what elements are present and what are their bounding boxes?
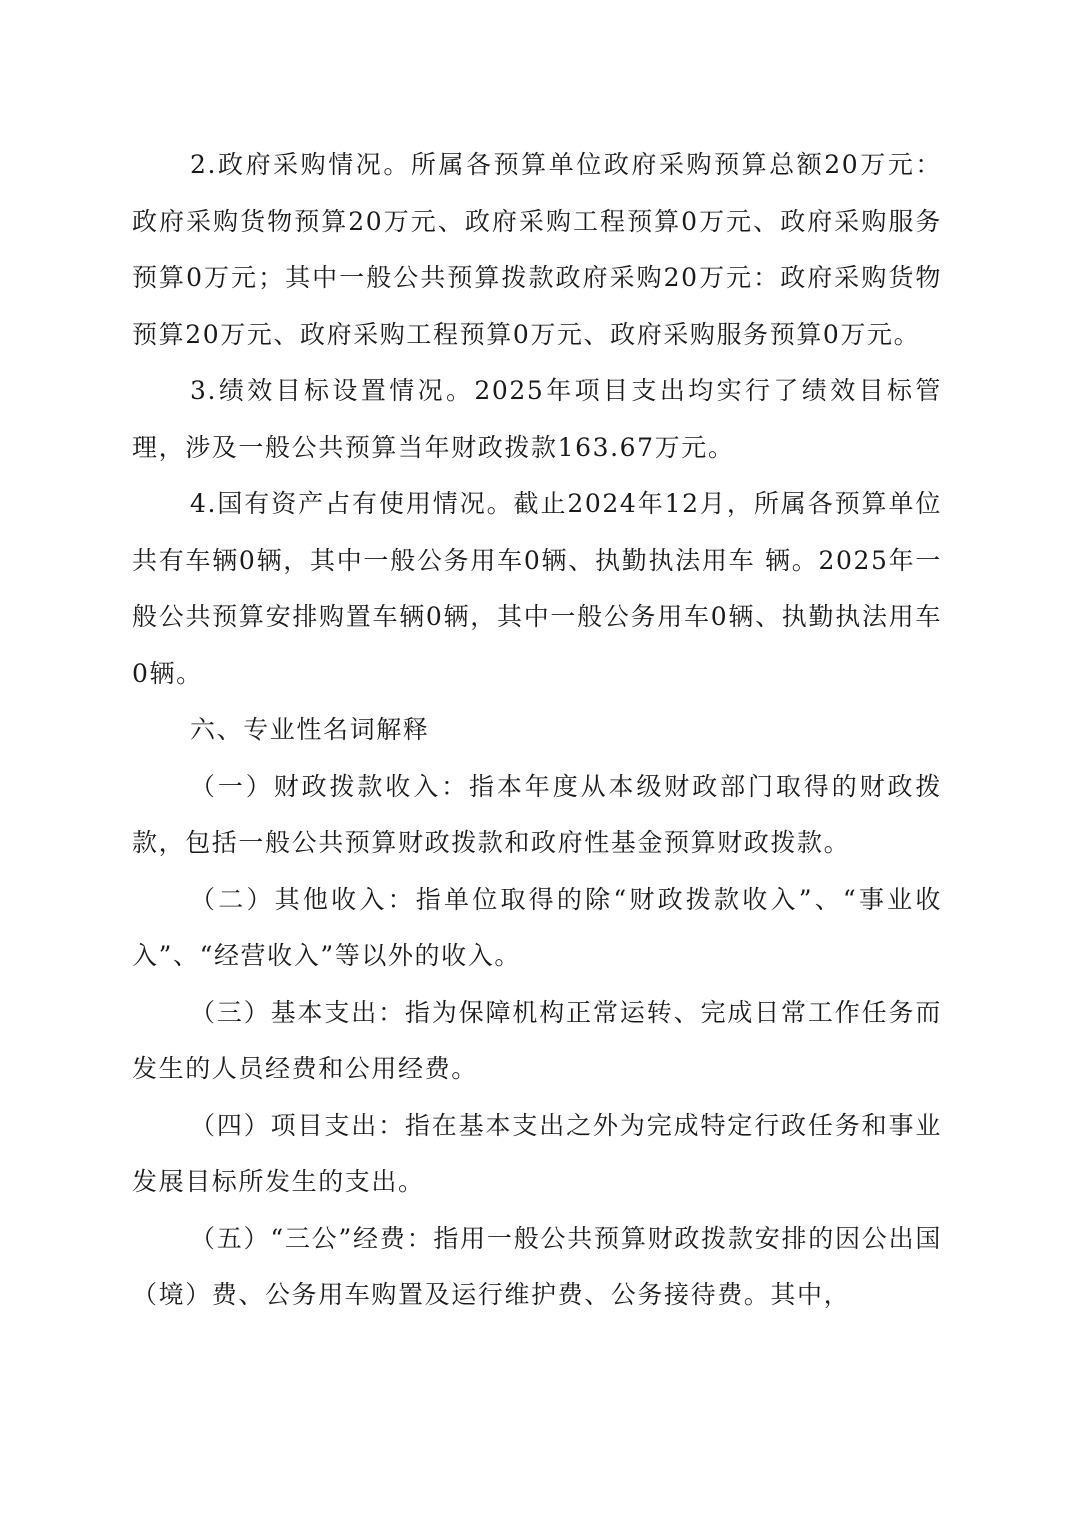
paragraph-performance-targets: 3.绩效目标设置情况。2025年项目支出均实行了绩效目标管理，涉及一般公共预算当年财政拨款163.67万元。 xyxy=(132,376,942,462)
document-body xyxy=(132,137,942,1324)
paragraph-term-other-income: （二）其他收入：指单位取得的除“财政拨款收入”、“事业收入”、“经营收入”等以外的收入。 xyxy=(132,884,942,970)
paragraph-term-project-expenditure: （四）项目支出：指在基本支出之外为完成特定行政任务和事业发展目标所发生的支出。 xyxy=(132,1110,942,1196)
paragraph-term-basic-expenditure: （三）基本支出：指为保障机构正常运转、完成日常工作任务而发生的人员经费和公用经费。 xyxy=(132,997,942,1083)
section-heading-terminology: 六、专业性名词解释 xyxy=(190,715,430,744)
paragraph-government-procurement: 2.政府采购情况。所属各预算单位政府采购预算总额20万元：政府采购货物预算20万元、政府采购工程预算0万元、政府采购服务预算0万元；其中一般公共预算拨款政府采购20万元：政府采购货物预算20万元、政府采购工程预算0万元、政府采购服务预算0万元。 xyxy=(132,150,942,349)
paragraph-term-three-public-expenses: （五）“三公”经费：指用一般公共预算财政拨款安排的因公出国（境）费、公务用车购置及运行维护费、公务接待费。其中， xyxy=(132,1223,942,1309)
paragraph-term-fiscal-appropriation: （一）财政拨款收入：指本年度从本级财政部门取得的财政拨款，包括一般公共预算财政拨款和政府性基金预算财政拨款。 xyxy=(132,771,942,857)
paragraph-state-assets: 4.国有资产占有使用情况。截止2024年12月，所属各预算单位共有车辆0辆，其中一般公务用车0辆、执勤执法用车 辆。2025年一般公共预算安排购置车辆0辆，其中一般公务用车0辆、执勤执法用车0辆。 xyxy=(132,489,942,688)
